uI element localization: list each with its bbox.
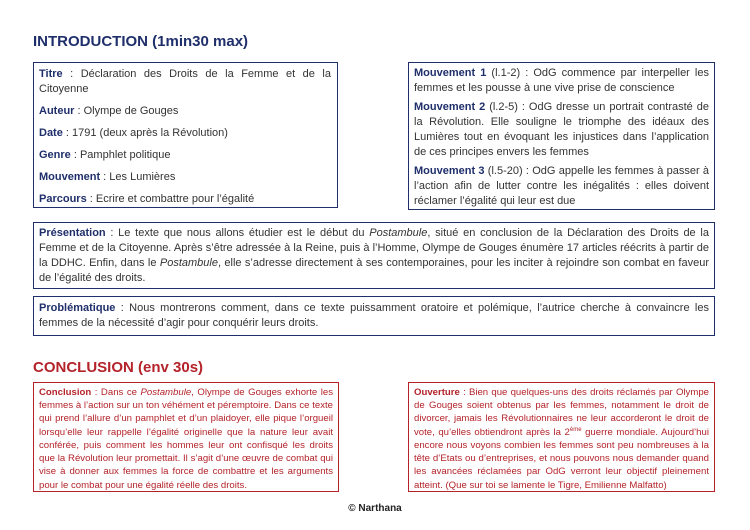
info-genre-line: Genre : Pamphlet politique xyxy=(39,148,171,161)
info-date-line: Date : 1791 (deux après la Révolution) xyxy=(39,126,228,139)
movements-box xyxy=(408,62,715,210)
info-box xyxy=(33,62,338,208)
info-author-line: Auteur : Olympe de Gouges xyxy=(39,104,179,117)
info-title-line: Titre : Déclaration des Droits de la Femme et de la Citoyenne xyxy=(39,68,331,95)
introduction-heading: INTRODUCTION (1min30 max) xyxy=(33,33,249,50)
copyright-footer: © Narthana xyxy=(348,503,402,514)
conclusion-text: Conclusion : Dans ce Postambule, Olympe de Gouges exhorte les femmes à l’action sur un ton véhément et péremptoire. Dans ce texte qui prend l’allure d’un pamphlet et d’un plaidoyer, elle pique l’orgueil lorsqu’elle leur rappelle l’égalité originelle que la nature leur avait conférée, puis comment les hommes leur ont confisqué les droits que la Révolution leur promettait. Il s’agit d’une œuvre de combat qui vise à donner aux femmes la force de combattre et les arguments pour le combat pour une égalité réelle des droits. xyxy=(39,387,333,491)
presentation-text: Présentation : Le texte que nous allons étudier est le début du Postambule, situé en conclusion de la Déclaration des Droits de la Femme et de la Citoyenne. Après s’être adressée à la Reine, puis à l’Homme, Olympe de Gouges énumère 17 articles réécrits à partir de la DDHC. Enfin, dans le Postambule, elle s’adresse directement à ses contemporaines, pour les inciter à rejoindre son combat en faveur de l’égalité des droits. xyxy=(39,227,709,284)
info-parcours-line: Parcours : Ecrire et combattre pour l’égalité xyxy=(39,192,255,205)
ouverture-box xyxy=(408,382,715,492)
movement-2: Mouvement 2 (l.2-5) : OdG dresse un portrait contrasté de la Révolution. Elle souligne le triomphe des idéaux des Lumières tout en évoquant les injustices dans l’application de ces principes envers les femmes xyxy=(414,100,709,158)
movement-1: Mouvement 1 (l.1-2) : OdG commence par interpeller les femmes et les pousse à une vive prise de conscience xyxy=(414,67,709,94)
problematique-text: Problématique : Nous montrerons comment, dans ce texte puissamment oratoire et polémique, l’autrice cherche à convaincre les femmes de la nécessité d’agir pour conquérir leurs droits. xyxy=(39,302,709,329)
movement-3: Mouvement 3 (l.5-20) : OdG appelle les femmes à passer à l’action afin de lutter contre les inégalités : elles doivent réclamer l’égalité qui leur est due xyxy=(414,164,709,207)
conclusion-heading: CONCLUSION (env 30s) xyxy=(33,359,204,376)
ouverture-text: Ouverture : Bien que quelques-uns des droits réclamés par Olympe de Gouges soient obtenus par les femmes, notamment le droit de divorcer, jamais les Révolutionnaires ne leur accorderont le droit de vote, qu’elles obtiendront après la 2ème guerre mondiale. Aujourd’hui encore nous voyons combien les femmes sont peu nombreuses à la tête d’Etats ou d’entreprises, et nous pouvons nous demander quand les avancées réclamées par OdG verront leur objectif pleinement atteint. (Que sur toi se lamente le Tigre, Emilienne Malfatto) xyxy=(414,387,709,491)
presentation-box xyxy=(33,222,715,289)
info-mouvement-line: Mouvement : Les Lumières xyxy=(39,170,176,183)
problematique-box xyxy=(33,296,715,336)
conclusion-box xyxy=(33,382,339,492)
